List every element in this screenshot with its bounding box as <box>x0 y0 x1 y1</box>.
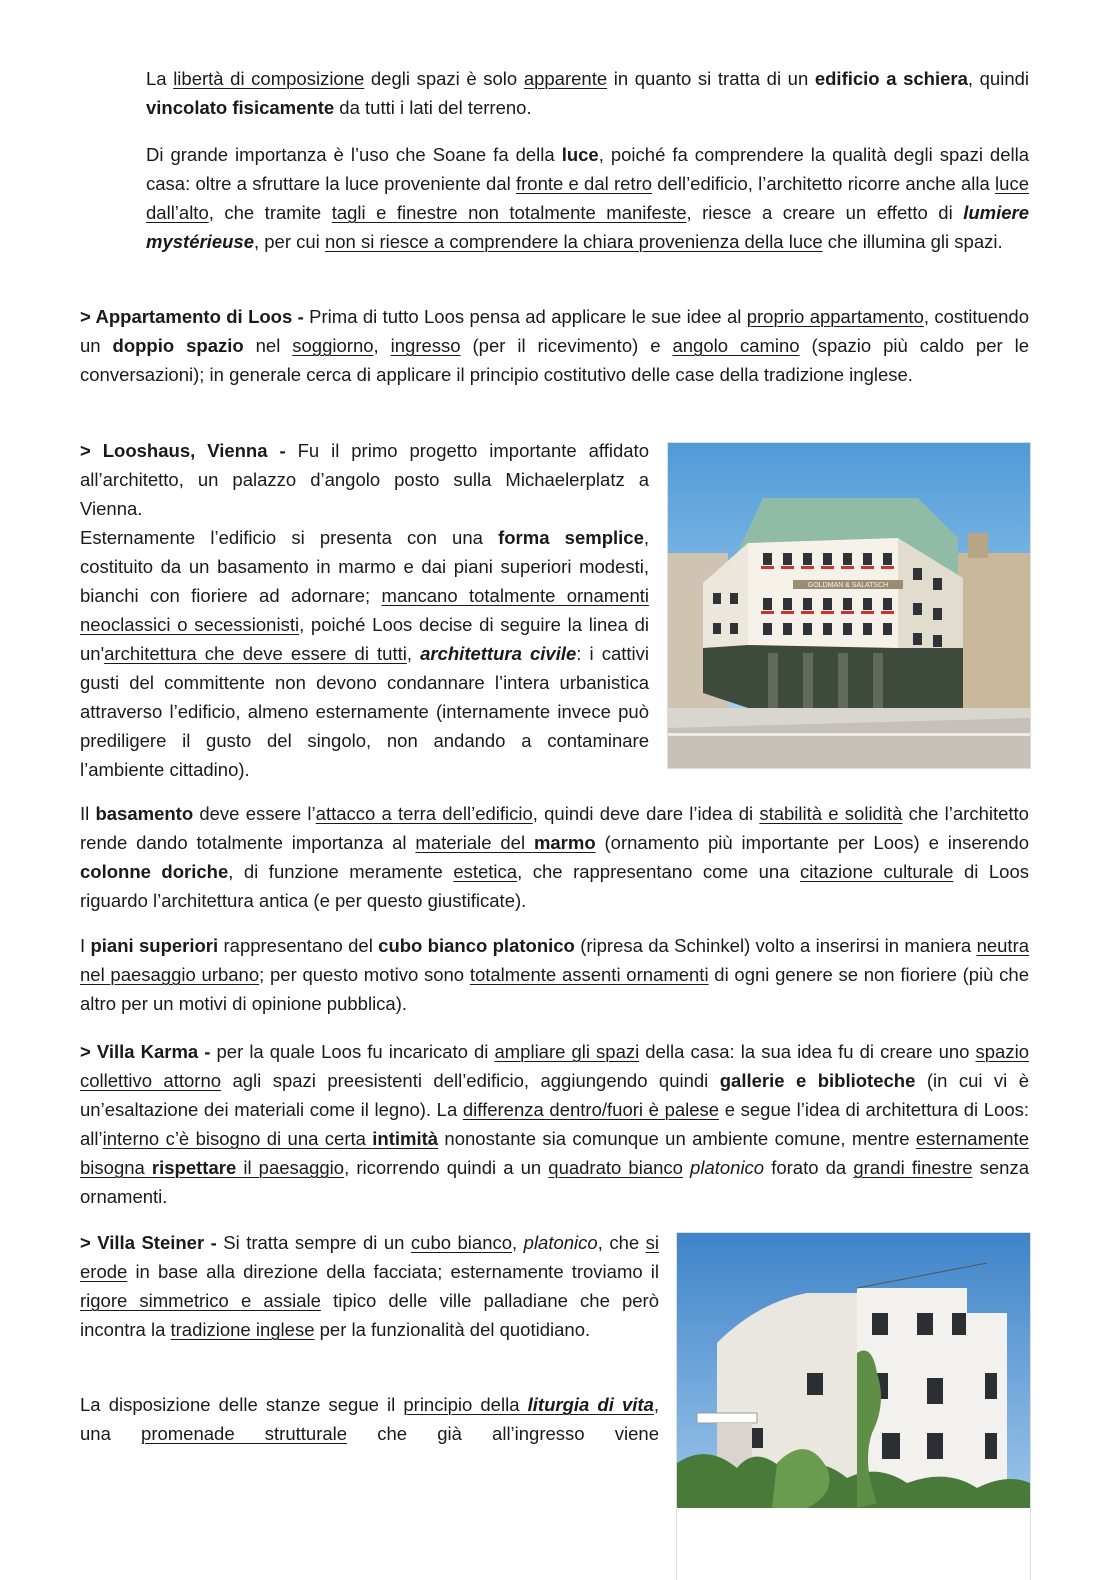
basamento-paragraph: Il basamento deve essere l’attacco a terra dell’edificio, quindi deve dare l’idea di stabilità e solidità che l’architetto rende dando totalmente importanza al materiale del marmo (ornamento più importante per Loos) e inserendo colonne doriche, di funzione meramente estetica, che rappresentano come una citazione culturale di Loos riguardo l’architettura antica (e per questo giustificate). <box>80 803 1029 911</box>
section-heading: > Villa Karma - <box>80 1041 211 1062</box>
villa-karma-paragraph: > Villa Karma - per la quale Loos fu incaricato di ampliare gli spazi della casa: la sua idea fu di creare uno spazio collettivo attorno agli spazi preesistenti dell’edificio, aggiungendo quindi gallerie e biblioteche (in cui vi è un’esaltazione dei materiali come il legno). La differenza dentro/fuori è palese e segue l’idea di architettura di Loos: all’interno c’è bisogno di una certa intimità nonostante sia comunque un ambiente comune, mentre esternamente bisogna rispettare il paesaggio, ricorrendo quindi a un quadrato bianco platonico forato da grandi finestre senza ornamenti. <box>80 1041 1030 1207</box>
looshaus-sign: GOLDMAN & SALATSCH <box>807 582 889 589</box>
looshaus-photo <box>667 442 1031 769</box>
liturgia-paragraph: La disposizione delle stanze segue il principio della liturgia di vita, una promenade strutturale che già all’ingresso viene <box>80 1394 660 1444</box>
soane-paragraph-2: Di grande importanza è l’uso che Soane fa della luce, poiché fa comprendere la qualità degli spazi della casa: oltre a sfruttare la luce proveniente dal fronte e dal retro dell’edificio, l’architetto ricorre anche alla luce dall’alto, che tramite tagli e finestre non totalmente manifeste, riesce a creare un effetto di lumiere mystérieuse, per cui non si riesce a comprendere la chiara provenienza della luce che illumina gli spazi. <box>146 144 1030 252</box>
soane-paragraph-1: La libertà di composizione degli spazi è solo apparente in quanto si tratta di un edificio a schiera, quindi vincolato fisicamente da tutti i lati del terreno. <box>146 68 1030 118</box>
section-heading: > Villa Steiner - <box>80 1232 217 1253</box>
villa-steiner-paragraph: > Villa Steiner - Si tratta sempre di un cubo bianco, platonico, che si erode in base alla direzione della facciata; esternamente troviamo il rigore simmetrico e assiale tipico delle ville palladiane che però incontra la tradizione inglese per la funzionalità del quotidiano. <box>80 1232 660 1340</box>
villa-steiner-photo <box>676 1232 1031 1580</box>
piani-superiori-paragraph: I piani superiori rappresentano del cubo bianco platonico (ripresa da Schinkel) volto a inserirsi in maniera neutra nel paesaggio urbano; per questo motivo sono totalmente assenti ornamenti di ogni genere se non fioriere (più che altro per un motivi di opinione pubblica). <box>80 935 1030 1014</box>
section-heading: > Appartamento di Loos - <box>80 306 304 327</box>
loos-apartment-paragraph: > Appartamento di Loos - Prima di tutto Loos pensa ad applicare le sue idee al proprio appartamento, costituendo un doppio spazio nel soggiorno, ingresso (per il ricevimento) e angolo camino (spazio più caldo per le conversazioni); in generale cerca di applicare il principio costitutivo delle case della tradizione inglese. <box>80 306 1030 385</box>
section-heading: > Looshaus, Vienna - <box>80 440 286 461</box>
looshaus-paragraph: > Looshaus, Vienna - Fu il primo progetto importante affidato all’architetto, un palazzo d’angolo posto sulla Michaelerplatz a Vienna. Esternamente l’edificio si presenta con una forma semplice, costituito da un basamento in marmo e dai piani superiori modesti, bianchi con fioriere ad adornare; mancano totalmente ornamenti neoclassici o secessionisti, poiché Loos decise di seguire la linea di un'architettura che deve essere di tutti, architettura civile: i cattivi gusti del committente non devono condannare l’intera urbanistica attraverso l’edificio, almeno esternamente (internamente invece può prediligere il gusto del singolo, non andando a contaminare l’ambiente cittadino). <box>80 440 650 780</box>
